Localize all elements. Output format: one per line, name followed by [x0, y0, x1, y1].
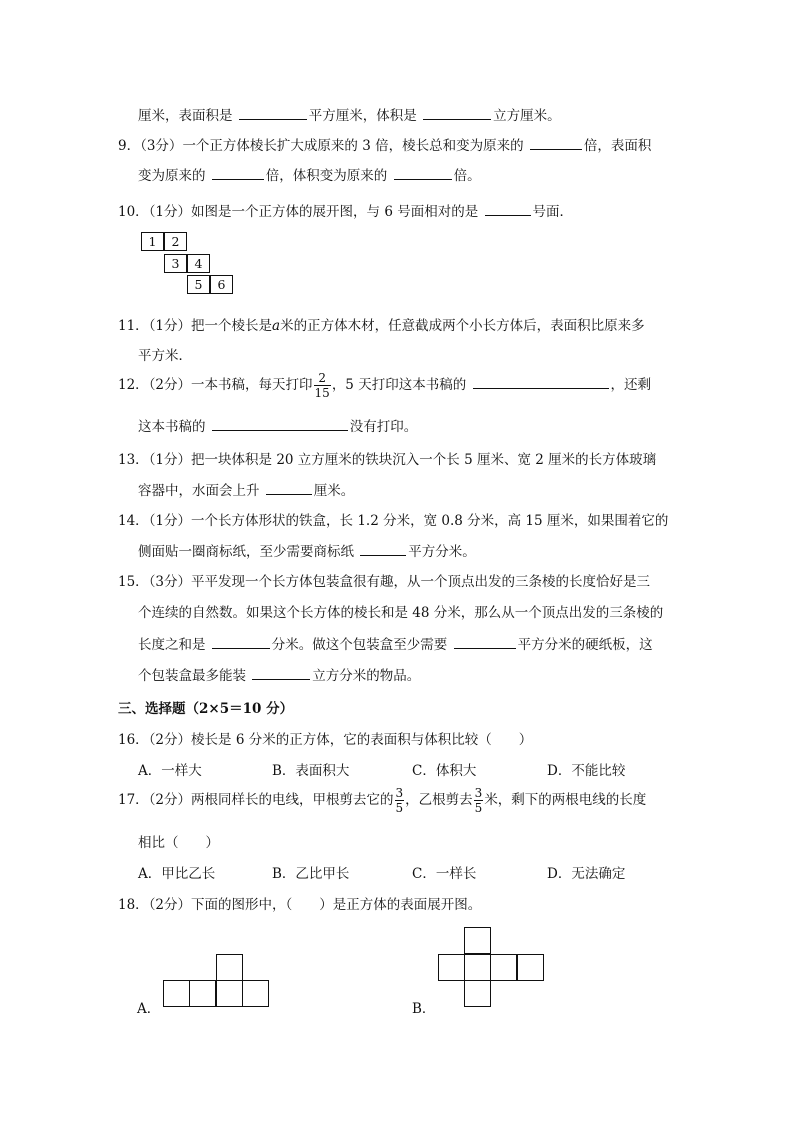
- net-face-5: 5: [187, 275, 210, 294]
- option-d[interactable]: D．不能比较: [547, 763, 626, 779]
- fraction-3-5: $\frac{3}{5}$: [395, 786, 404, 815]
- question-17-line1: 17．（2分）两根同样长的电线，甲根剪去它的 $\frac{3}{5}$ ，乙根剪去 $\frac{3}{5}$ 米，剩下的两根电线的长度: [118, 786, 647, 815]
- question-12-line2: 这本书稿的 没有打印。: [138, 419, 418, 435]
- net-square: [189, 980, 216, 1007]
- net-square: [242, 980, 269, 1007]
- answer-blank[interactable]: [454, 647, 516, 649]
- answer-blank[interactable]: [485, 214, 531, 216]
- question-15-line3: 长度之和是 分米。做这个包装盒至少需要 平方分米的硬纸板，这: [138, 637, 653, 653]
- net-square: [464, 927, 491, 954]
- question-17-line2: 相比（ ）: [138, 835, 219, 851]
- option-a[interactable]: A．甲比乙长: [138, 866, 216, 882]
- option-b[interactable]: B．乙比甲长: [272, 866, 350, 882]
- option-d[interactable]: D．无法确定: [547, 866, 626, 882]
- question-9-line2: 变为原来的 倍，体积变为原来的 倍。: [138, 168, 481, 184]
- figure-a-label[interactable]: A．: [137, 1001, 161, 1017]
- net-face-2: 2: [164, 232, 187, 251]
- answer-blank[interactable]: [252, 678, 310, 680]
- net-square: [438, 954, 465, 981]
- question-10: 10．（1分）如图是一个正方体的展开图，与 6 号面相对的是 号面．: [118, 204, 573, 220]
- net-face-4: 4: [187, 254, 210, 273]
- question-15-line2: 个连续的自然数。如果这个长方体的棱长和是 48 分米，那么从一个顶点出发的三条棱的: [138, 605, 664, 621]
- section-3-heading: 三、选择题（2×5＝10 分）: [118, 701, 294, 717]
- net-face-6: 6: [210, 275, 233, 294]
- question-11-line2: 平方米．: [138, 348, 192, 364]
- answer-blank[interactable]: [360, 554, 406, 556]
- answer-blank[interactable]: [423, 118, 491, 120]
- question-11-line1: 11．（1分）把一个棱长是a米的正方体木材，任意截成两个小长方体后，表面积比原来多: [118, 318, 645, 334]
- option-c[interactable]: C．体积大: [412, 763, 477, 779]
- net-square: [517, 954, 544, 981]
- question-13-line1: 13．（1分）把一块体积是 20 立方厘米的铁块沉入一个长 5 厘米、宽 2 厘米的长方体玻璃: [118, 452, 657, 468]
- figure-b-label[interactable]: B．: [412, 1001, 436, 1017]
- question-18: 18．（2分）下面的图形中，（ ）是正方体的表面展开图。: [118, 897, 482, 913]
- question-15-line4: 个包装盒最多能装 立方分米的物品。: [138, 668, 421, 684]
- answer-blank[interactable]: [239, 118, 307, 120]
- question-14-line1: 14．（1分）一个长方体形状的铁盒，长 1.2 分米，宽 0.8 分米，高 15 厘米，如果围着它的: [118, 513, 669, 529]
- net-square: [464, 954, 491, 981]
- fraction-2-15: $\frac{2}{15}$: [314, 371, 330, 400]
- option-a[interactable]: A．一样大: [138, 763, 202, 779]
- net-square: [163, 980, 190, 1007]
- answer-blank[interactable]: [473, 387, 609, 389]
- net-face-3: 3: [164, 254, 187, 273]
- question-9-line1: 9．（3分）一个正方体棱长扩大成原来的 3 倍，棱长总和变为原来的 倍，表面积: [118, 138, 652, 154]
- answer-blank[interactable]: [212, 429, 348, 431]
- q8-continuation: 厘米，表面积是 平方厘米，体积是 立方厘米。: [138, 108, 561, 124]
- answer-blank[interactable]: [530, 148, 582, 150]
- question-15-line1: 15．（3分）平平发现一个长方体包装盒很有趣，从一个顶点出发的三条棱的长度恰好是三: [118, 574, 651, 590]
- option-b[interactable]: B．表面积大: [272, 763, 350, 779]
- question-14-line2: 侧面贴一圈商标纸，至少需要商标纸 平方分米。: [138, 544, 476, 560]
- answer-blank[interactable]: [212, 178, 264, 180]
- net-square: [464, 980, 491, 1007]
- net-face-1: 1: [141, 232, 164, 251]
- question-16: 16．（2分）棱长是 6 分米的正方体，它的表面积与体积比较（ ）: [118, 732, 533, 748]
- question-12-line1: 12．（2分）一本书稿，每天打印 $\frac{2}{15}$ ，5 天打印这本书稿的 ，还剩: [118, 371, 651, 400]
- option-c[interactable]: C．一样长: [412, 866, 477, 882]
- net-square: [490, 954, 517, 981]
- question-13-line2: 容器中，水面会上升 厘米。: [138, 483, 355, 499]
- answer-blank[interactable]: [212, 647, 270, 649]
- answer-blank[interactable]: [394, 178, 452, 180]
- fraction-3-5: $\frac{3}{5}$: [474, 786, 483, 815]
- answer-blank[interactable]: [266, 493, 312, 495]
- net-square: [216, 954, 243, 981]
- net-square: [216, 980, 243, 1007]
